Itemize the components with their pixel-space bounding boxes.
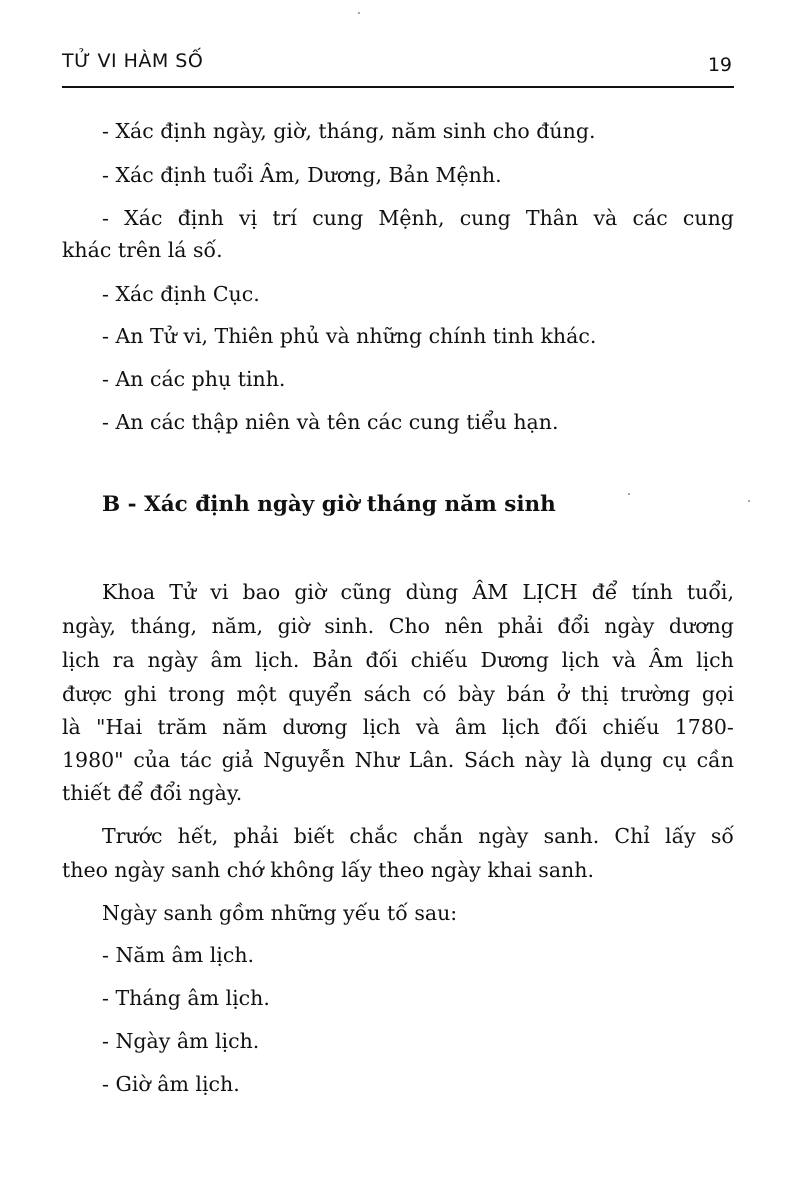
paragraph-line: theo ngày sanh chớ không lấy theo ngày khai sanh. (62, 858, 594, 882)
section-heading: B - Xác định ngày giờ tháng năm sinh (102, 492, 556, 517)
list-item: - Xác định ngày, giờ, tháng, năm sinh cho đúng. (102, 119, 596, 143)
list-item: - Xác định tuổi Âm, Dương, Bản Mệnh. (102, 163, 502, 187)
running-header (62, 50, 734, 84)
paragraph-line: được ghi trong một quyển sách có bày bán ở thị trường gọi (62, 682, 734, 706)
paragraph-line: 1980" của tác giả Nguyễn Như Lân. Sách này là dụng cụ cần (62, 748, 734, 772)
paragraph-line: Trước hết, phải biết chắc chắn ngày sanh. Chỉ lấy số (102, 824, 734, 848)
paragraph-line: Ngày sanh gồm những yếu tố sau: (102, 901, 458, 925)
list-item: - Tháng âm lịch. (102, 986, 270, 1010)
list-item: - Xác định Cục. (102, 282, 260, 306)
paragraph-line: ngày, tháng, năm, giờ sinh. Cho nên phải đổi ngày dương (62, 614, 734, 638)
scan-speck (358, 12, 360, 14)
list-item: - An Tử vi, Thiên phủ và những chính tinh khác. (102, 324, 597, 348)
paragraph-line: Khoa Tử vi bao giờ cũng dùng ÂM LỊCH để tính tuổi, (102, 580, 734, 604)
list-item-line: - Xác định vị trí cung Mệnh, cung Thân và các cung (102, 206, 734, 230)
paragraph-line: là "Hai trăm năm dương lịch và âm lịch đối chiếu 1780- (62, 715, 734, 739)
paragraph-line: thiết để đổi ngày. (62, 781, 243, 805)
page-number: 19 (707, 54, 732, 76)
list-item: - An các phụ tinh. (102, 367, 286, 391)
list-item: - Năm âm lịch. (102, 943, 255, 967)
running-header-title: TỬ VI HÀM SỐ (62, 50, 204, 72)
list-item-line: khác trên lá số. (62, 238, 223, 262)
scan-speck (748, 500, 750, 502)
list-item: - Ngày âm lịch. (102, 1029, 260, 1053)
header-rule (62, 86, 734, 88)
list-item: - An các thập niên và tên các cung tiểu hạn. (102, 410, 559, 434)
scan-speck (628, 493, 630, 495)
list-item: - Giờ âm lịch. (102, 1072, 240, 1096)
paragraph-line: lịch ra ngày âm lịch. Bản đối chiếu Dương lịch và Âm lịch (62, 648, 734, 672)
